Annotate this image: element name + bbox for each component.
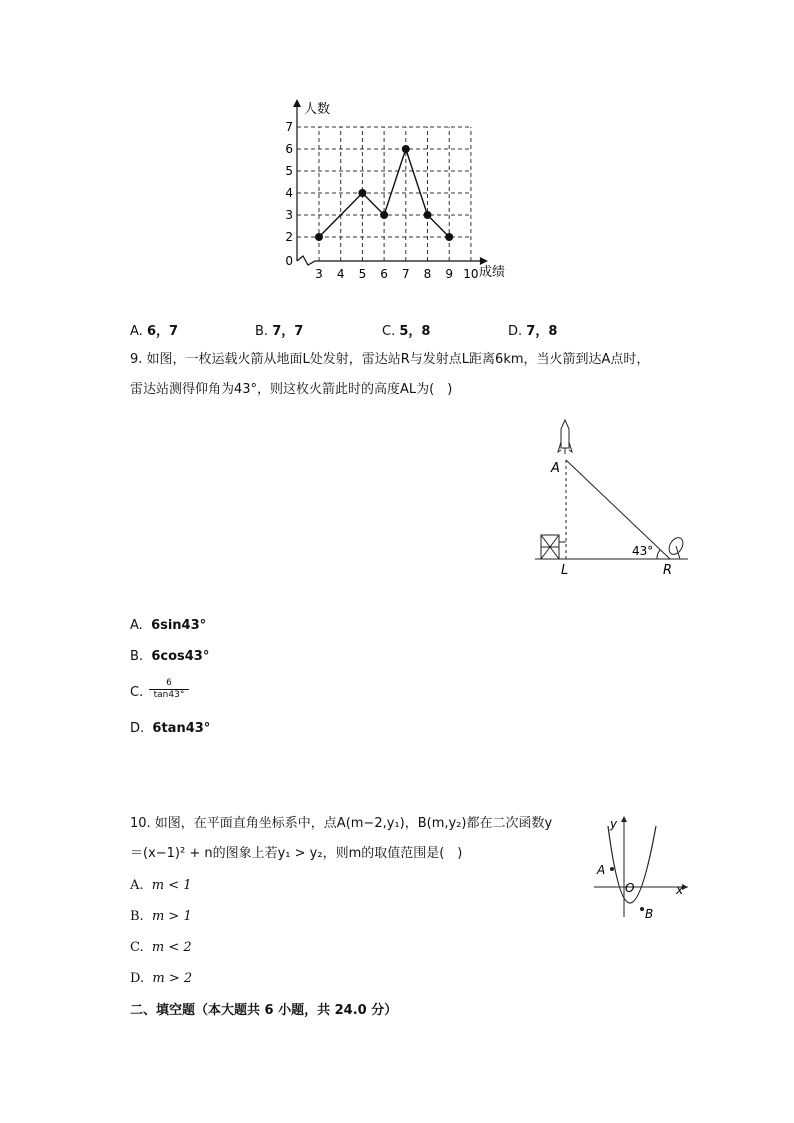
radar-icon xyxy=(666,535,686,559)
data-point xyxy=(358,189,366,197)
angle-label: 43° xyxy=(632,544,654,558)
x-tick-label: 3 xyxy=(315,267,323,281)
origin-label: O xyxy=(625,881,635,895)
point-a xyxy=(610,867,614,871)
section-title: 二、填空题（本大题共 6 小题，共 24.0 分） xyxy=(130,1003,398,1018)
x-tick-label: 5 xyxy=(358,267,367,281)
y-tick-label: 3 xyxy=(285,208,293,222)
q9-option-c-fraction: $\frac{6}{\tan 43^\circ}$ xyxy=(149,678,189,701)
x-tick-label: 10 xyxy=(463,267,479,281)
y-tick-label: 6 xyxy=(285,142,293,156)
y-axis-arrow xyxy=(293,99,301,107)
point-b xyxy=(640,907,644,911)
y-tick-label: 2 xyxy=(285,230,293,244)
q8-options xyxy=(130,320,690,340)
launch-tower-icon xyxy=(541,535,566,559)
data-point xyxy=(402,145,410,153)
x-tick-label: 8 xyxy=(423,267,432,281)
hypotenuse-line xyxy=(566,460,670,559)
x-tick-label: 9 xyxy=(445,267,454,281)
point-b-label: B xyxy=(645,907,654,921)
chart-grid xyxy=(297,127,471,261)
q9-option-b[interactable]: B. 6cos43° xyxy=(130,649,210,664)
q9-stem-line2: 雷达站测得仰角为43°，则这枚火箭此时的高度AL为( ) xyxy=(130,382,453,397)
y-label: y xyxy=(610,817,618,831)
x-axis-arrow xyxy=(480,257,488,265)
q9-stem-line1: 9. 如图，一枚运载火箭从地面L处发射，雷达站R与发射点L距离6km，当火箭到达A点时， xyxy=(130,352,650,367)
parabola-diagram xyxy=(592,812,694,922)
q9-option-d[interactable]: D. 6tan43° xyxy=(130,721,211,736)
y-tick-label: 4 xyxy=(285,186,293,200)
x-axis xyxy=(297,256,483,265)
data-point xyxy=(380,211,388,219)
q8-option-d[interactable]: D. 7，8 xyxy=(508,324,558,339)
x-tick-label: 4 xyxy=(336,267,345,281)
q8-option-c[interactable]: C. 5，8 xyxy=(382,324,431,339)
rocket-icon xyxy=(558,420,572,454)
chart-ticks xyxy=(285,120,478,281)
q9-option-a[interactable]: A. 6sin43° xyxy=(130,618,207,633)
point-a-label: A xyxy=(597,863,606,877)
q9-option-c[interactable]: C. xyxy=(130,685,144,700)
q10-option-d[interactable]: D. m > 2 xyxy=(130,971,193,986)
y-tick-label: 0 xyxy=(285,254,293,268)
y-tick-label: 5 xyxy=(285,164,293,178)
q8-option-b[interactable]: B. 7，7 xyxy=(255,324,304,339)
data-point xyxy=(315,233,323,241)
chart-axes xyxy=(293,99,488,265)
q8-option-a[interactable]: A. 6，7 xyxy=(130,324,179,339)
point-r-label: R xyxy=(663,563,673,578)
x-label: x xyxy=(676,883,684,897)
q10-stem-line2: ＝(x−1)² + n的图象上若y₁ > y₂，则m的取值范围是( ) xyxy=(130,846,463,861)
y-tick-label: 7 xyxy=(285,120,293,134)
q10-option-a[interactable]: A. m < 1 xyxy=(130,878,192,893)
data-point xyxy=(445,233,453,241)
data-point xyxy=(424,211,432,219)
q10-option-c[interactable]: C. m < 2 xyxy=(130,940,192,955)
line-chart xyxy=(270,90,520,290)
x-tick-label: 7 xyxy=(401,267,410,281)
point-a-label: A xyxy=(551,461,560,476)
rocket-diagram xyxy=(530,412,700,582)
x-tick-label: 6 xyxy=(380,267,388,281)
q10-option-b[interactable]: B. m > 1 xyxy=(130,909,192,924)
q10-stem-line1: 10. 如图，在平面直角坐标系中，点A(m−2,y₁)，B(m,y₂)都在二次函数y xyxy=(130,816,553,831)
x-axis-label: 成绩 xyxy=(479,265,506,280)
point-l-label: L xyxy=(561,563,569,578)
y-axis-label: 人数 xyxy=(304,102,331,117)
